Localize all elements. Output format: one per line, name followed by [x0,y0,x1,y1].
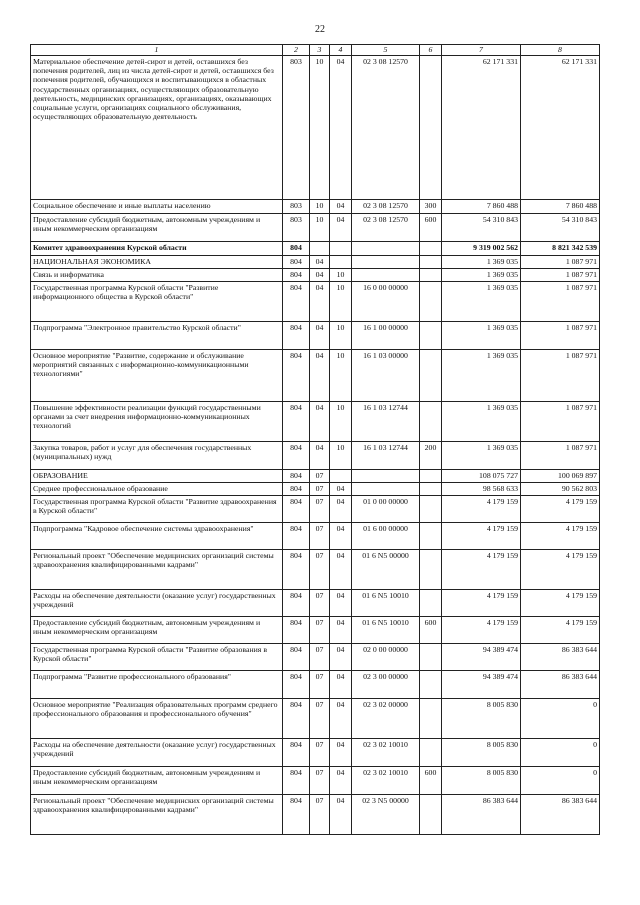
row-code-expense [420,550,442,590]
row-amount-2020: 98 568 633 [442,483,521,496]
row-code-target [352,242,420,256]
row-name: Подпрограмма "Развитие профессионального образования" [31,671,283,699]
row-code-subsection: 04 [330,200,352,214]
row-amount-2021: 0 [521,739,600,767]
row-amount-2020: 7 860 488 [442,200,521,214]
row-code-subsection: 10 [330,350,352,402]
row-code-subsection: 04 [330,496,352,523]
row-code-section: 07 [310,671,330,699]
row-code-admin: 804 [283,470,310,483]
row-code-section: 07 [310,550,330,590]
row-amount-2020: 8 005 830 [442,699,521,739]
row-code-admin: 804 [283,256,310,269]
table-row [31,402,600,442]
row-code-subsection: 04 [330,617,352,644]
row-code-target: 02 3 08 12570 [352,214,420,242]
row-name: Закупка товаров, работ и услуг для обеспечения государственных (муниципальных) нужд [31,442,283,470]
row-amount-2020: 94 389 474 [442,644,521,671]
row-code-section: 07 [310,644,330,671]
row-name: Предоставление субсидий бюджетным, автономным учреждениям и иным некоммерческим организациям [31,767,283,795]
row-amount-2020: 1 369 035 [442,350,521,402]
row-code-subsection: 10 [330,322,352,350]
col-header-3: 3 [310,45,330,56]
table-body [31,56,600,835]
row-name: НАЦИОНАЛЬНАЯ ЭКОНОМИКА [31,256,283,269]
row-name: Подпрограмма "Кадровое обеспечение системы здравоохранения" [31,523,283,550]
row-code-target [352,470,420,483]
row-name: Связь и информатика [31,269,283,282]
row-code-expense [420,470,442,483]
row-code-expense [420,590,442,617]
row-code-section: 10 [310,214,330,242]
table-row [31,671,600,699]
row-amount-2021: 0 [521,767,600,795]
row-code-admin: 804 [283,242,310,256]
row-amount-2021: 86 383 644 [521,671,600,699]
row-code-target: 02 3 08 12570 [352,200,420,214]
row-code-section: 07 [310,767,330,795]
row-code-subsection: 04 [330,523,352,550]
row-code-subsection: 04 [330,699,352,739]
row-name: Государственная программа Курской области "Развитие образования в Курской области" [31,644,283,671]
row-code-subsection: 04 [330,795,352,835]
row-amount-2021: 1 087 971 [521,256,600,269]
row-amount-2021: 8 821 342 539 [521,242,600,256]
row-code-target: 02 3 N5 00000 [352,795,420,835]
table-row [31,214,600,242]
row-code-subsection: 04 [330,214,352,242]
row-code-expense [420,256,442,269]
row-amount-2020: 62 171 331 [442,56,521,200]
row-code-subsection: 04 [330,767,352,795]
row-amount-2020: 108 075 727 [442,470,521,483]
row-amount-2021: 86 383 644 [521,795,600,835]
row-amount-2020: 86 383 644 [442,795,521,835]
row-code-subsection: 04 [330,483,352,496]
row-code-target: 02 0 00 00000 [352,644,420,671]
row-code-admin: 804 [283,617,310,644]
row-code-subsection: 04 [330,56,352,200]
row-code-expense: 600 [420,214,442,242]
row-amount-2020: 1 369 035 [442,256,521,269]
row-code-admin: 804 [283,671,310,699]
table-row [31,350,600,402]
row-code-admin: 804 [283,523,310,550]
row-code-section: 04 [310,256,330,269]
table-row [31,523,600,550]
row-amount-2020: 54 310 843 [442,214,521,242]
row-amount-2021: 86 383 644 [521,644,600,671]
row-code-target: 02 3 02 10010 [352,739,420,767]
row-amount-2021: 4 179 159 [521,617,600,644]
row-name: Государственная программа Курской области "Развитие информационного общества в Курской области" [31,282,283,322]
table-row [31,200,600,214]
row-code-section: 07 [310,483,330,496]
row-code-admin: 804 [283,402,310,442]
row-code-subsection: 10 [330,269,352,282]
table-row [31,56,600,200]
col-header-4: 4 [330,45,352,56]
row-code-expense [420,671,442,699]
row-name: Материальное обеспечение детей-сирот и детей, оставшихся без попечения родителей, лиц из числа детей-сирот и детей, оставшихся без попечения родителей, обучающихся и воспитывающихся в областных государственных организациях, осуществляющих образовательную деятельность, медицинских организациях, организациях, оказывающих социальные услуги, организациях социального обслуживания, осуществляющих образовательную деятельность [31,56,283,200]
row-code-expense: 200 [420,442,442,470]
row-amount-2021: 1 087 971 [521,269,600,282]
col-header-5: 5 [352,45,420,56]
row-code-target: 02 3 02 00000 [352,699,420,739]
row-code-admin: 804 [283,644,310,671]
col-header-2: 2 [283,45,310,56]
table-row [31,256,600,269]
row-code-section: 10 [310,200,330,214]
row-code-admin: 804 [283,350,310,402]
row-code-admin: 804 [283,699,310,739]
row-name: Социальное обеспечение и иные выплаты населению [31,200,283,214]
row-code-admin: 804 [283,322,310,350]
row-amount-2020: 1 369 035 [442,442,521,470]
col-header-8: 8 [521,45,600,56]
row-code-section: 04 [310,322,330,350]
row-amount-2021: 4 179 159 [521,550,600,590]
row-code-section: 04 [310,442,330,470]
row-amount-2021: 4 179 159 [521,523,600,550]
row-amount-2021: 0 [521,699,600,739]
row-amount-2021: 1 087 971 [521,442,600,470]
row-code-subsection: 10 [330,442,352,470]
row-amount-2021: 1 087 971 [521,322,600,350]
row-name: Региональный проект "Обеспечение медицинских организаций системы здравоохранения квалифицированными кадрами" [31,550,283,590]
row-amount-2021: 7 860 488 [521,200,600,214]
row-code-subsection: 04 [330,550,352,590]
col-header-7: 7 [442,45,521,56]
table-row [31,269,600,282]
row-amount-2020: 94 389 474 [442,671,521,699]
table-row [31,590,600,617]
table-row [31,767,600,795]
row-code-subsection: 04 [330,671,352,699]
row-code-section: 04 [310,350,330,402]
row-code-target: 16 1 03 12744 [352,402,420,442]
table-row [31,739,600,767]
row-code-admin: 804 [283,795,310,835]
row-code-admin: 804 [283,442,310,470]
page-number: 22 [315,24,325,35]
row-code-section [310,242,330,256]
row-code-subsection [330,242,352,256]
row-code-expense [420,402,442,442]
row-code-section: 07 [310,739,330,767]
row-code-target: 01 6 N5 10010 [352,617,420,644]
row-code-target: 02 3 00 00000 [352,671,420,699]
row-name: Расходы на обеспечение деятельности (оказание услуг) государственных учреждений [31,739,283,767]
row-amount-2021: 54 310 843 [521,214,600,242]
row-code-expense [420,699,442,739]
row-name: Региональный проект "Обеспечение медицинских организаций системы здравоохранения квалифицированными кадрами" [31,795,283,835]
row-code-expense: 300 [420,200,442,214]
row-amount-2020: 1 369 035 [442,322,521,350]
row-code-subsection [330,256,352,269]
row-code-expense [420,350,442,402]
row-code-expense [420,322,442,350]
row-code-target: 16 1 03 00000 [352,350,420,402]
row-code-section: 04 [310,402,330,442]
row-name: Повышение эффективности реализации функций государственными органами за счет внедрения информационно-коммуникационных технологий [31,402,283,442]
row-amount-2020: 8 005 830 [442,739,521,767]
row-name: Основное мероприятие "Реализация образовательных программ среднего профессионального образования и профессионального обучения" [31,699,283,739]
row-amount-2021: 1 087 971 [521,282,600,322]
row-name: Предоставление субсидий бюджетным, автономным учреждениям и иным некоммерческим организациям [31,214,283,242]
row-code-expense [420,739,442,767]
row-amount-2021: 1 087 971 [521,402,600,442]
row-amount-2020: 1 369 035 [442,282,521,322]
row-code-admin: 803 [283,200,310,214]
row-code-subsection: 04 [330,590,352,617]
row-code-expense [420,269,442,282]
table-row [31,617,600,644]
row-code-section: 07 [310,496,330,523]
budget-table [30,44,600,835]
row-code-target: 16 1 00 00000 [352,322,420,350]
row-code-admin: 804 [283,739,310,767]
row-code-target [352,483,420,496]
row-name: Комитет здравоохранения Курской области [31,242,283,256]
row-code-target: 02 3 08 12570 [352,56,420,200]
col-header-1: 1 [31,45,283,56]
row-code-expense [420,483,442,496]
col-header-6: 6 [420,45,442,56]
row-code-section: 07 [310,523,330,550]
table-row [31,483,600,496]
row-amount-2020: 4 179 159 [442,590,521,617]
row-amount-2020: 8 005 830 [442,767,521,795]
row-code-target [352,256,420,269]
row-code-expense: 600 [420,767,442,795]
table-row [31,496,600,523]
table-row [31,699,600,739]
table-row [31,442,600,470]
row-amount-2020: 4 179 159 [442,523,521,550]
row-code-expense [420,282,442,322]
row-amount-2021: 4 179 159 [521,496,600,523]
row-code-admin: 803 [283,214,310,242]
row-name: Среднее профессиональное образование [31,483,283,496]
table-row [31,550,600,590]
row-code-admin: 804 [283,282,310,322]
row-amount-2021: 62 171 331 [521,56,600,200]
row-amount-2021: 90 562 803 [521,483,600,496]
row-code-admin: 804 [283,269,310,282]
row-code-admin: 804 [283,483,310,496]
row-name: Подпрограмма "Электронное правительство Курской области" [31,322,283,350]
row-amount-2020: 1 369 035 [442,402,521,442]
row-code-section: 10 [310,56,330,200]
row-amount-2021: 100 069 897 [521,470,600,483]
row-code-expense [420,523,442,550]
row-code-subsection: 04 [330,739,352,767]
row-code-target [352,269,420,282]
row-amount-2020: 4 179 159 [442,496,521,523]
row-code-subsection: 10 [330,282,352,322]
row-name: Основное мероприятие "Развитие, содержание и обслуживание мероприятий связанных с информационно-коммуникационными технологиями" [31,350,283,402]
row-code-subsection [330,470,352,483]
row-name: Государственная программа Курской области "Развитие здравоохранения в Курской области" [31,496,283,523]
row-amount-2020: 1 369 035 [442,269,521,282]
row-code-section: 07 [310,590,330,617]
row-code-target: 16 1 03 12744 [352,442,420,470]
row-code-expense [420,56,442,200]
row-code-section: 04 [310,269,330,282]
row-amount-2021: 4 179 159 [521,590,600,617]
row-amount-2020: 4 179 159 [442,550,521,590]
row-code-section: 07 [310,617,330,644]
table-row [31,644,600,671]
table-row [31,470,600,483]
row-code-target: 01 6 00 00000 [352,523,420,550]
row-amount-2020: 9 319 002 562 [442,242,521,256]
row-amount-2021: 1 087 971 [521,350,600,402]
row-code-admin: 803 [283,56,310,200]
row-code-expense [420,496,442,523]
row-code-target: 01 6 N5 00000 [352,550,420,590]
row-code-admin: 804 [283,550,310,590]
row-code-target: 01 6 N5 10010 [352,590,420,617]
row-code-subsection: 10 [330,402,352,442]
row-code-expense: 600 [420,617,442,644]
row-code-admin: 804 [283,590,310,617]
row-name: ОБРАЗОВАНИЕ [31,470,283,483]
row-code-section: 07 [310,470,330,483]
table-row [31,795,600,835]
table-row [31,242,600,256]
row-code-expense [420,644,442,671]
row-name: Предоставление субсидий бюджетным, автономным учреждениям и иным некоммерческим организациям [31,617,283,644]
row-name: Расходы на обеспечение деятельности (оказание услуг) государственных учреждений [31,590,283,617]
row-code-section: 04 [310,282,330,322]
row-code-section: 07 [310,699,330,739]
table-row [31,322,600,350]
row-code-subsection: 04 [330,644,352,671]
row-code-expense [420,242,442,256]
header-row [31,45,600,56]
row-code-target: 16 0 00 00000 [352,282,420,322]
row-code-expense [420,795,442,835]
row-code-target: 02 3 02 10010 [352,767,420,795]
row-code-section: 07 [310,795,330,835]
row-code-admin: 804 [283,496,310,523]
row-code-admin: 804 [283,767,310,795]
row-amount-2020: 4 179 159 [442,617,521,644]
row-code-target: 01 0 00 00000 [352,496,420,523]
table-row [31,282,600,322]
